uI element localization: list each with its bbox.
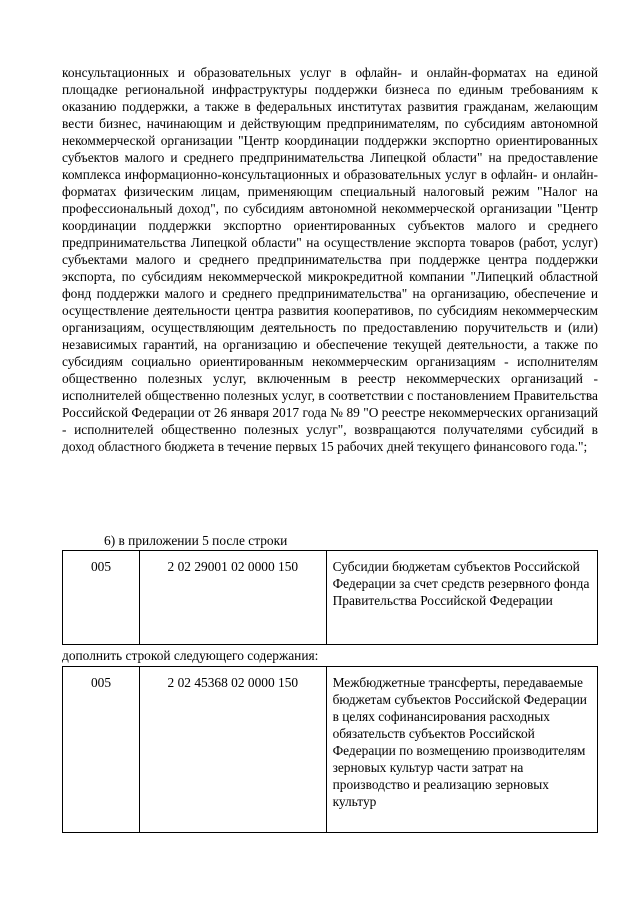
admin-code-cell: 005	[63, 667, 140, 833]
item-intro-line: 6) в приложении 5 после строки	[104, 533, 288, 548]
table-row	[63, 551, 598, 645]
classification-code-cell: 2 02 45368 02 0000 150	[140, 667, 327, 833]
table-row	[63, 667, 598, 833]
supplement-intro-line: дополнить строкой следующего содержания:	[62, 648, 319, 663]
admin-code-cell: 005	[63, 551, 140, 645]
description-cell: Субсидии бюджетам субъектов Российской Федерации за счет средств резервного фонда Правительства Российской Федерации	[326, 551, 597, 645]
new-row-table	[62, 666, 598, 833]
existing-row-table	[62, 550, 598, 645]
body-paragraph: консультационных и образовательных услуг в офлайн- и онлайн-форматах на единой площадке региональной инфраструктуры поддержки бизнеса по единым требованиям к оказанию поддержки, а также в федеральных институтах развития гражданам, желающим вести бизнес, начинающим и действующим предпринимателям, по субсидиям автономной некоммерческой организации "Центр координации поддержки экспортно ориентированных субъектов малого и среднего предпринимательства Липецкой области" на предоставление комплекса информационно-консультационных и образовательных услуг в офлайн- и онлайн-форматах физическим лицам, применяющим специальный налоговый режим "Налог на профессиональный доход", по субсидиям автономной некоммерческой организации "Центр координации поддержки экспортно ориентированных субъектов малого и среднего предпринимательства Липецкой области" на осуществление экспорта товаров (работ, услуг) субъектами малого и среднего предпринимательства при поддержке центра поддержки экспорта, по субсидиям некоммерческой микрокредитной компании "Липецкий областной фонд поддержки малого и среднего предпринимательства" на организацию, обеспечение и осуществление деятельности центра развития кооперативов, по субсидиям некоммерческим организациям, осуществляющим деятельность по предоставлению поручительств и (или) независимых гарантий, на организацию и обеспечение текущей деятельности, а также по субсидиям социально ориентированным некоммерческим организациям - исполнителям общественно полезных услуг, включенным в реестр некоммерческих организаций - исполнителей общественно полезных услуг, в соответствии с постановлением Правительства Российской Федерации от 26 января 2017 года № 89 "О реестре некоммерческих организаций - исполнителей общественно полезных услуг", возвращаются получателями субсидий в доход областного бюджета в течение первых 15 рабочих дней текущего финансового года.";	[62, 65, 598, 454]
classification-code-cell: 2 02 29001 02 0000 150	[140, 551, 327, 645]
description-cell: Межбюджетные трансферты, передаваемые бюджетам субъектов Российской Федерации в целях софинансирования расходных обязательств субъектов Российской Федерации по возмещению производителям зерновых культур части затрат на производство и реализацию зерновых культур	[326, 667, 597, 833]
